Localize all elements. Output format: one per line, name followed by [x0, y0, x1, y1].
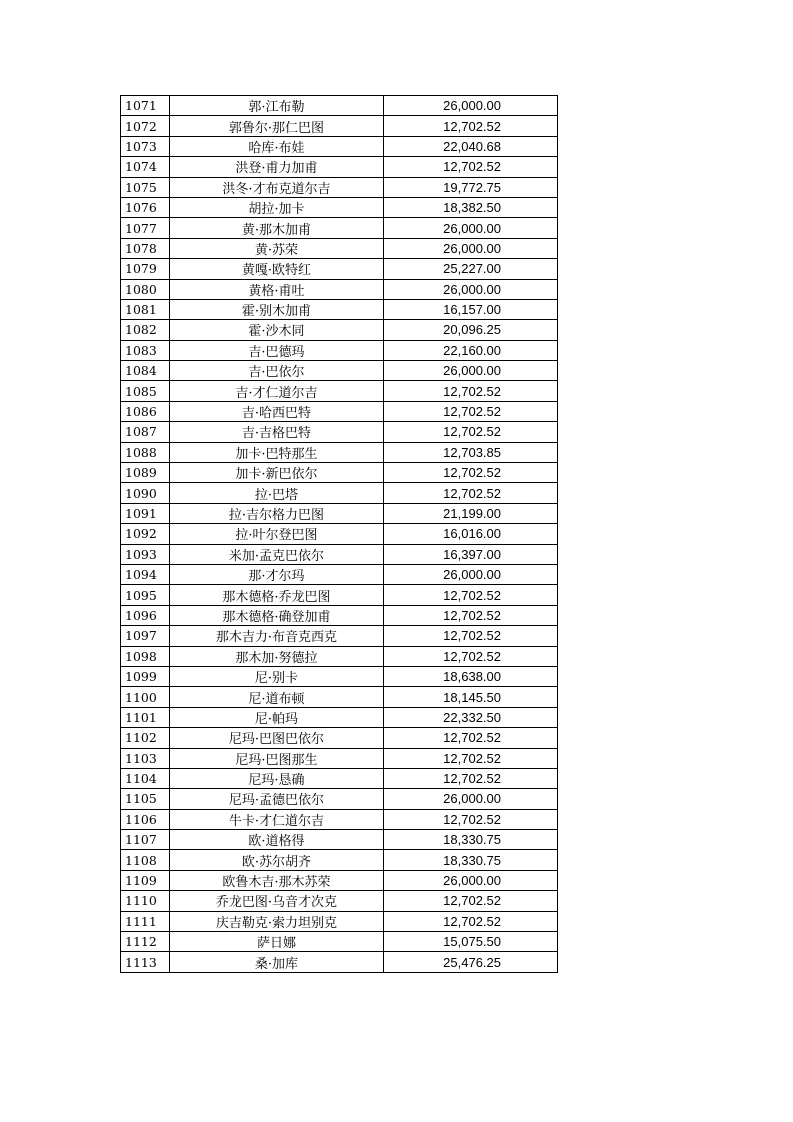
- name-cell: 尼·帕玛: [170, 707, 384, 727]
- name-cell: 霍·沙木同: [170, 320, 384, 340]
- name-cell: 拉·吉尔格力巴图: [170, 503, 384, 523]
- row-number-cell: 1113: [121, 952, 170, 972]
- name-cell: 尼·别卡: [170, 666, 384, 686]
- row-number-cell: 1104: [121, 768, 170, 788]
- name-cell: 吉·吉格巴特: [170, 422, 384, 442]
- row-number-cell: 1102: [121, 728, 170, 748]
- table-row: [121, 463, 558, 483]
- amount-cell: 16,157.00: [384, 299, 558, 319]
- amount-cell: 26,000.00: [384, 564, 558, 584]
- name-cell: 乔龙巴图·乌音才次克: [170, 891, 384, 911]
- name-cell: 胡拉·加卡: [170, 197, 384, 217]
- amount-cell: 26,000.00: [384, 238, 558, 258]
- table-row: [121, 830, 558, 850]
- amount-cell: 19,772.75: [384, 177, 558, 197]
- table-row: [121, 381, 558, 401]
- row-number-cell: 1076: [121, 197, 170, 217]
- amount-cell: 22,040.68: [384, 136, 558, 156]
- amount-cell: 12,702.52: [384, 116, 558, 136]
- name-cell: 欧·道格得: [170, 830, 384, 850]
- name-cell: 尼·道布顿: [170, 687, 384, 707]
- name-cell: 尼玛·恳确: [170, 768, 384, 788]
- table-row: [121, 687, 558, 707]
- amount-cell: 25,227.00: [384, 259, 558, 279]
- table-row: [121, 238, 558, 258]
- amount-cell: 18,382.50: [384, 197, 558, 217]
- table-row: [121, 259, 558, 279]
- name-cell: 郭鲁尔·那仁巴图: [170, 116, 384, 136]
- name-cell: 那木德格·确登加甫: [170, 605, 384, 625]
- subsidy-table: [120, 95, 558, 973]
- amount-cell: 12,702.52: [384, 381, 558, 401]
- name-cell: 黄嘎·欧特红: [170, 259, 384, 279]
- table-row: [121, 524, 558, 544]
- row-number-cell: 1089: [121, 463, 170, 483]
- table-body: [121, 96, 558, 973]
- row-number-cell: 1082: [121, 320, 170, 340]
- amount-cell: 12,702.52: [384, 809, 558, 829]
- row-number-cell: 1106: [121, 809, 170, 829]
- table-row: [121, 870, 558, 890]
- amount-cell: 12,702.52: [384, 605, 558, 625]
- table-row: [121, 748, 558, 768]
- table-row: [121, 483, 558, 503]
- amount-cell: 18,330.75: [384, 850, 558, 870]
- table-row: [121, 850, 558, 870]
- table-row: [121, 564, 558, 584]
- name-cell: 黄·那木加甫: [170, 218, 384, 238]
- name-cell: 尼玛·巴图那生: [170, 748, 384, 768]
- row-number-cell: 1107: [121, 830, 170, 850]
- table-row: [121, 789, 558, 809]
- amount-cell: 12,702.52: [384, 728, 558, 748]
- amount-cell: 12,702.52: [384, 483, 558, 503]
- table-row: [121, 197, 558, 217]
- amount-cell: 16,397.00: [384, 544, 558, 564]
- table-row: [121, 401, 558, 421]
- row-number-cell: 1103: [121, 748, 170, 768]
- name-cell: 黄格·甫吐: [170, 279, 384, 299]
- name-cell: 洪冬·才布克道尔吉: [170, 177, 384, 197]
- name-cell: 尼玛·巴图巴依尔: [170, 728, 384, 748]
- row-number-cell: 1108: [121, 850, 170, 870]
- name-cell: 拉·叶尔登巴图: [170, 524, 384, 544]
- name-cell: 牛卡·才仁道尔吉: [170, 809, 384, 829]
- row-number-cell: 1078: [121, 238, 170, 258]
- amount-cell: 12,702.52: [384, 157, 558, 177]
- row-number-cell: 1096: [121, 605, 170, 625]
- row-number-cell: 1095: [121, 585, 170, 605]
- table-row: [121, 361, 558, 381]
- row-number-cell: 1093: [121, 544, 170, 564]
- row-number-cell: 1094: [121, 564, 170, 584]
- row-number-cell: 1112: [121, 932, 170, 952]
- table-row: [121, 116, 558, 136]
- name-cell: 那·才尔玛: [170, 564, 384, 584]
- name-cell: 米加·孟克巴依尔: [170, 544, 384, 564]
- amount-cell: 12,702.52: [384, 585, 558, 605]
- name-cell: 加卡·新巴依尔: [170, 463, 384, 483]
- amount-cell: 26,000.00: [384, 789, 558, 809]
- amount-cell: 16,016.00: [384, 524, 558, 544]
- amount-cell: 12,702.52: [384, 748, 558, 768]
- amount-cell: 12,702.52: [384, 768, 558, 788]
- name-cell: 吉·才仁道尔吉: [170, 381, 384, 401]
- table-row: [121, 157, 558, 177]
- table-row: [121, 626, 558, 646]
- amount-cell: 12,702.52: [384, 646, 558, 666]
- name-cell: 尼玛·孟德巴依尔: [170, 789, 384, 809]
- row-number-cell: 1100: [121, 687, 170, 707]
- table-row: [121, 177, 558, 197]
- table-row: [121, 320, 558, 340]
- row-number-cell: 1087: [121, 422, 170, 442]
- row-number-cell: 1092: [121, 524, 170, 544]
- name-cell: 那木加·努德拉: [170, 646, 384, 666]
- amount-cell: 12,703.85: [384, 442, 558, 462]
- name-cell: 庆吉勒克·索力坦别克: [170, 911, 384, 931]
- row-number-cell: 1110: [121, 891, 170, 911]
- amount-cell: 12,702.52: [384, 626, 558, 646]
- row-number-cell: 1105: [121, 789, 170, 809]
- name-cell: 洪登·甫力加甫: [170, 157, 384, 177]
- table-row: [121, 891, 558, 911]
- amount-cell: 18,145.50: [384, 687, 558, 707]
- table-row: [121, 422, 558, 442]
- row-number-cell: 1077: [121, 218, 170, 238]
- table-row: [121, 442, 558, 462]
- table-row: [121, 605, 558, 625]
- name-cell: 萨日娜: [170, 932, 384, 952]
- name-cell: 霍·别木加甫: [170, 299, 384, 319]
- row-number-cell: 1080: [121, 279, 170, 299]
- row-number-cell: 1071: [121, 96, 170, 116]
- table-row: [121, 544, 558, 564]
- row-number-cell: 1099: [121, 666, 170, 686]
- name-cell: 那木吉力·布音克西克: [170, 626, 384, 646]
- amount-cell: 12,702.52: [384, 422, 558, 442]
- name-cell: 欧·苏尔胡齐: [170, 850, 384, 870]
- table-row: [121, 768, 558, 788]
- table-row: [121, 728, 558, 748]
- table-row: [121, 809, 558, 829]
- table-row: [121, 707, 558, 727]
- name-cell: 吉·哈西巴特: [170, 401, 384, 421]
- row-number-cell: 1085: [121, 381, 170, 401]
- row-number-cell: 1081: [121, 299, 170, 319]
- row-number-cell: 1088: [121, 442, 170, 462]
- row-number-cell: 1098: [121, 646, 170, 666]
- table-row: [121, 96, 558, 116]
- amount-cell: 22,332.50: [384, 707, 558, 727]
- table-row: [121, 911, 558, 931]
- row-number-cell: 1075: [121, 177, 170, 197]
- row-number-cell: 1109: [121, 870, 170, 890]
- table-row: [121, 136, 558, 156]
- table-row: [121, 218, 558, 238]
- row-number-cell: 1084: [121, 361, 170, 381]
- amount-cell: 18,638.00: [384, 666, 558, 686]
- amount-cell: 26,000.00: [384, 96, 558, 116]
- table-row: [121, 585, 558, 605]
- name-cell: 拉·巴塔: [170, 483, 384, 503]
- name-cell: 欧鲁木吉·那木苏荣: [170, 870, 384, 890]
- table-row: [121, 279, 558, 299]
- row-number-cell: 1083: [121, 340, 170, 360]
- table-row: [121, 932, 558, 952]
- amount-cell: 26,000.00: [384, 870, 558, 890]
- amount-cell: 12,702.52: [384, 911, 558, 931]
- amount-cell: 26,000.00: [384, 361, 558, 381]
- row-number-cell: 1111: [121, 911, 170, 931]
- row-number-cell: 1074: [121, 157, 170, 177]
- table-row: [121, 299, 558, 319]
- row-number-cell: 1097: [121, 626, 170, 646]
- amount-cell: 22,160.00: [384, 340, 558, 360]
- name-cell: 那木德格·乔龙巴图: [170, 585, 384, 605]
- name-cell: 吉·巴德玛: [170, 340, 384, 360]
- amount-cell: 26,000.00: [384, 218, 558, 238]
- name-cell: 黄·苏荣: [170, 238, 384, 258]
- amount-cell: 12,702.52: [384, 463, 558, 483]
- amount-cell: 20,096.25: [384, 320, 558, 340]
- table-row: [121, 503, 558, 523]
- row-number-cell: 1079: [121, 259, 170, 279]
- row-number-cell: 1086: [121, 401, 170, 421]
- name-cell: 哈库·布娃: [170, 136, 384, 156]
- amount-cell: 15,075.50: [384, 932, 558, 952]
- amount-cell: 26,000.00: [384, 279, 558, 299]
- name-cell: 加卡·巴特那生: [170, 442, 384, 462]
- amount-cell: 12,702.52: [384, 891, 558, 911]
- name-cell: 桑·加库: [170, 952, 384, 972]
- amount-cell: 18,330.75: [384, 830, 558, 850]
- row-number-cell: 1073: [121, 136, 170, 156]
- row-number-cell: 1072: [121, 116, 170, 136]
- amount-cell: 12,702.52: [384, 401, 558, 421]
- amount-cell: 21,199.00: [384, 503, 558, 523]
- table-row: [121, 952, 558, 972]
- table-row: [121, 340, 558, 360]
- table-row: [121, 666, 558, 686]
- table-row: [121, 646, 558, 666]
- row-number-cell: 1090: [121, 483, 170, 503]
- row-number-cell: 1101: [121, 707, 170, 727]
- name-cell: 郭·江布勒: [170, 96, 384, 116]
- row-number-cell: 1091: [121, 503, 170, 523]
- amount-cell: 25,476.25: [384, 952, 558, 972]
- name-cell: 吉·巴依尔: [170, 361, 384, 381]
